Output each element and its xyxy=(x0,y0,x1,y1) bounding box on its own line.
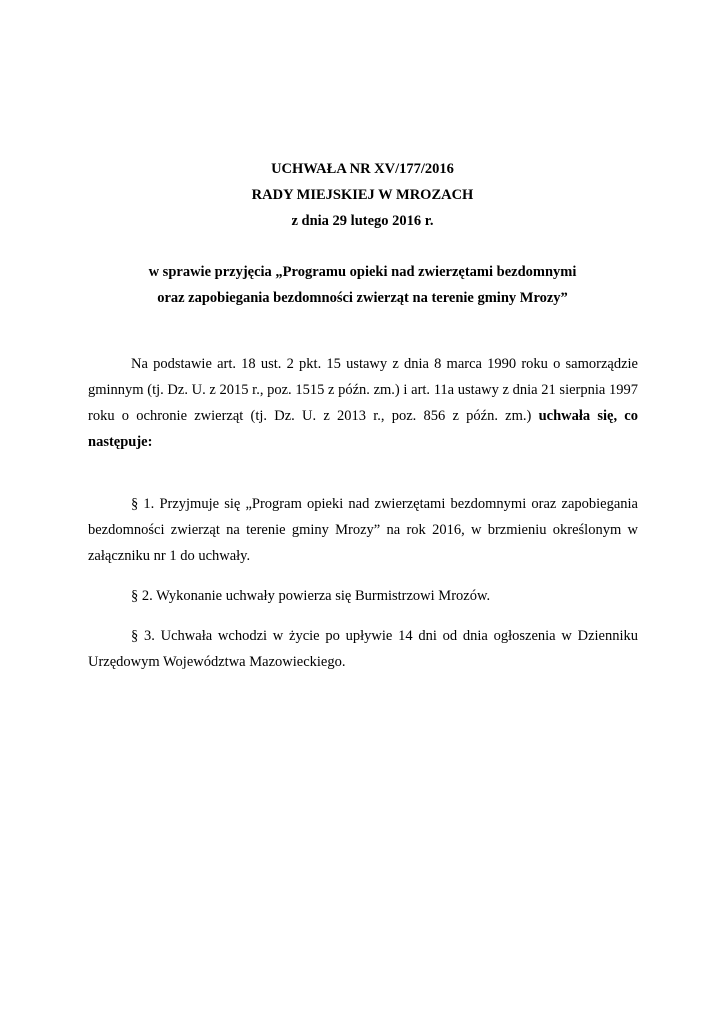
section-1: § 1. Przyjmuje się „Program opieki nad zwierzętami bezdomnymi oraz zapobiegania bezdomności zwierząt na terenie gminy Mrozy” na rok 2016, w brzmieniu określonym w załączniku nr 1 do uchwały. xyxy=(88,496,638,564)
resolution-header xyxy=(0,156,725,234)
resolution-subject xyxy=(0,259,725,311)
subject-line-1: w sprawie przyjęcia „Programu opieki nad zwierzętami bezdomnymi xyxy=(148,264,577,280)
legal-basis-bold: uchwała się, co następuje: xyxy=(88,408,638,450)
resolution-date: z dnia 29 lutego 2016 r. xyxy=(291,213,434,229)
council-name: RADY MIEJSKIEJ W MROZACH xyxy=(251,187,474,203)
legal-basis-paragraph xyxy=(88,351,638,455)
section-3: § 3. Uchwała wchodzi w życie po upływie 14 dni od dnia ogłoszenia w Dzienniku Urzędowym Województwa Mazowieckiego. xyxy=(88,628,638,670)
subject-line-2: oraz zapobiegania bezdomności zwierząt na terenie gminy Mrozy” xyxy=(157,290,568,306)
resolution-number: UCHWAŁA NR XV/177/2016 xyxy=(271,161,454,177)
section-2: § 2. Wykonanie uchwały powierza się Burmistrzowi Mrozów. xyxy=(131,588,491,604)
legal-basis-text: Na podstawie art. 18 ust. 2 pkt. 15 ustawy z dnia 8 marca 1990 roku o samorządzie gminnym (tj. Dz. U. z 2015 r., poz. 1515 z późn. zm.) i art. 11a ustawy z dnia 21 sierpnia 1997 roku o ochronie zwierząt (tj. Dz. U. z 2013 r., poz. 856 z późn. zm.) xyxy=(88,356,638,424)
